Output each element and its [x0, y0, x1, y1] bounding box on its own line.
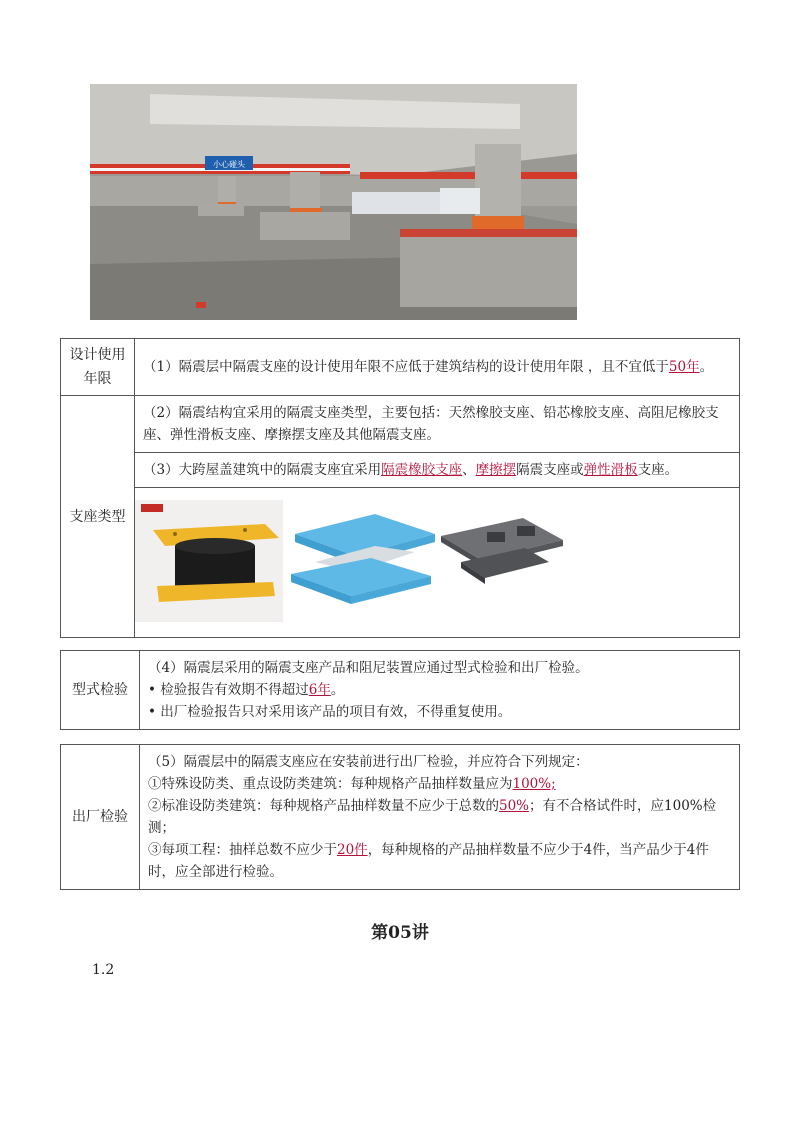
lecture-heading: 第05讲 [371, 923, 429, 943]
life-text [135, 339, 740, 396]
l3-a: ②标准设防类建筑：每种规格产品抽样数量不应少于总数的 [148, 798, 499, 814]
item3-mid: 隔震支座或 [516, 462, 584, 478]
sign-text: 小心碰头 [213, 160, 245, 169]
factory-line4 [148, 839, 731, 883]
type-item-2: （2）隔震结构宜采用的隔震支座类型，主要包括：天然橡胶支座、铅芯橡胶支座、高阻尼橡胶支座、弹性滑板支座、摩擦摆支座及其他隔震支座。 [135, 396, 740, 453]
table-row [61, 488, 740, 638]
row-label-type: 支座类型 [61, 396, 135, 638]
table-row [61, 396, 740, 453]
test-line1: （4）隔震层采用的隔震支座产品和阻尼装置应通过型式检验和出厂检验。 [148, 660, 589, 676]
table-row [61, 453, 740, 488]
bearing-images-cell [135, 488, 740, 638]
life-text-b: 。 [699, 359, 714, 375]
factory-line2 [148, 773, 731, 795]
bearing-requirements-table [60, 338, 740, 638]
bullet1-red: 6年 [308, 682, 331, 698]
bearing-images [135, 488, 739, 630]
item3-a: （3）大跨屋盖建筑中的隔震支座宜采用 [143, 462, 382, 478]
friction-pendulum-bearing-image [291, 514, 435, 604]
table-row [61, 339, 740, 396]
item3-red2: 摩擦摆 [475, 462, 517, 478]
factory-text [140, 745, 740, 890]
row-label-life: 设计使用年限 [61, 339, 135, 396]
l2-red: 100%; [512, 776, 556, 792]
test-bullet2: • 出厂检验报告只对采用该产品的项目有效，不得重复使用。 [148, 704, 512, 720]
factory-line1: （5）隔震层中的隔震支座应在安装前进行出厂检验，并应符合下列规定： [148, 754, 589, 770]
type-item-3 [135, 453, 740, 488]
life-text-a: （1）隔震层中隔震支座的设计使用年限不应低于建筑结构的设计使用年限 ，且不宜低于 [143, 359, 669, 375]
bullet1-a: • 检验报告有效期不得超过 [148, 682, 309, 698]
table-row [61, 745, 740, 890]
test-text [140, 651, 740, 730]
item3-sep1: 、 [462, 462, 476, 478]
row-label-test: 型式检验 [61, 651, 140, 730]
rubber-bearing-image [135, 500, 283, 622]
factory-test-table [60, 744, 740, 890]
l2-a: ①特殊设防类、重点设防类建筑：每种规格产品抽样数量应为 [148, 776, 513, 792]
isolation-layer-photo [90, 84, 577, 320]
factory-line3 [148, 795, 731, 839]
table-row [61, 651, 740, 730]
item3-red3: 弹性滑板 [583, 462, 638, 478]
l4-b: ，每种规格的产品抽样数量不应少于4件，当产品少于4件时，应全部进行检验。 [148, 842, 709, 880]
test-bullet1 [148, 679, 731, 701]
item3-red1: 隔震橡胶支座 [381, 462, 463, 478]
item3-end: 支座。 [637, 462, 679, 478]
l4-red: 20件 [337, 842, 368, 858]
l3-b: ；有不合格试件时，应100%检测； [148, 798, 717, 836]
bullet1-b: 。 [330, 682, 345, 698]
section-number: 1.2 [92, 962, 115, 978]
row-label-factory: 出厂检验 [61, 745, 140, 890]
l3-red: 50% [499, 798, 530, 814]
l4-a: ③每项工程：抽样总数不应少于 [148, 842, 337, 858]
life-red: 50年 [668, 359, 700, 375]
sliding-bearing-image [441, 518, 563, 584]
type-test-table [60, 650, 740, 730]
